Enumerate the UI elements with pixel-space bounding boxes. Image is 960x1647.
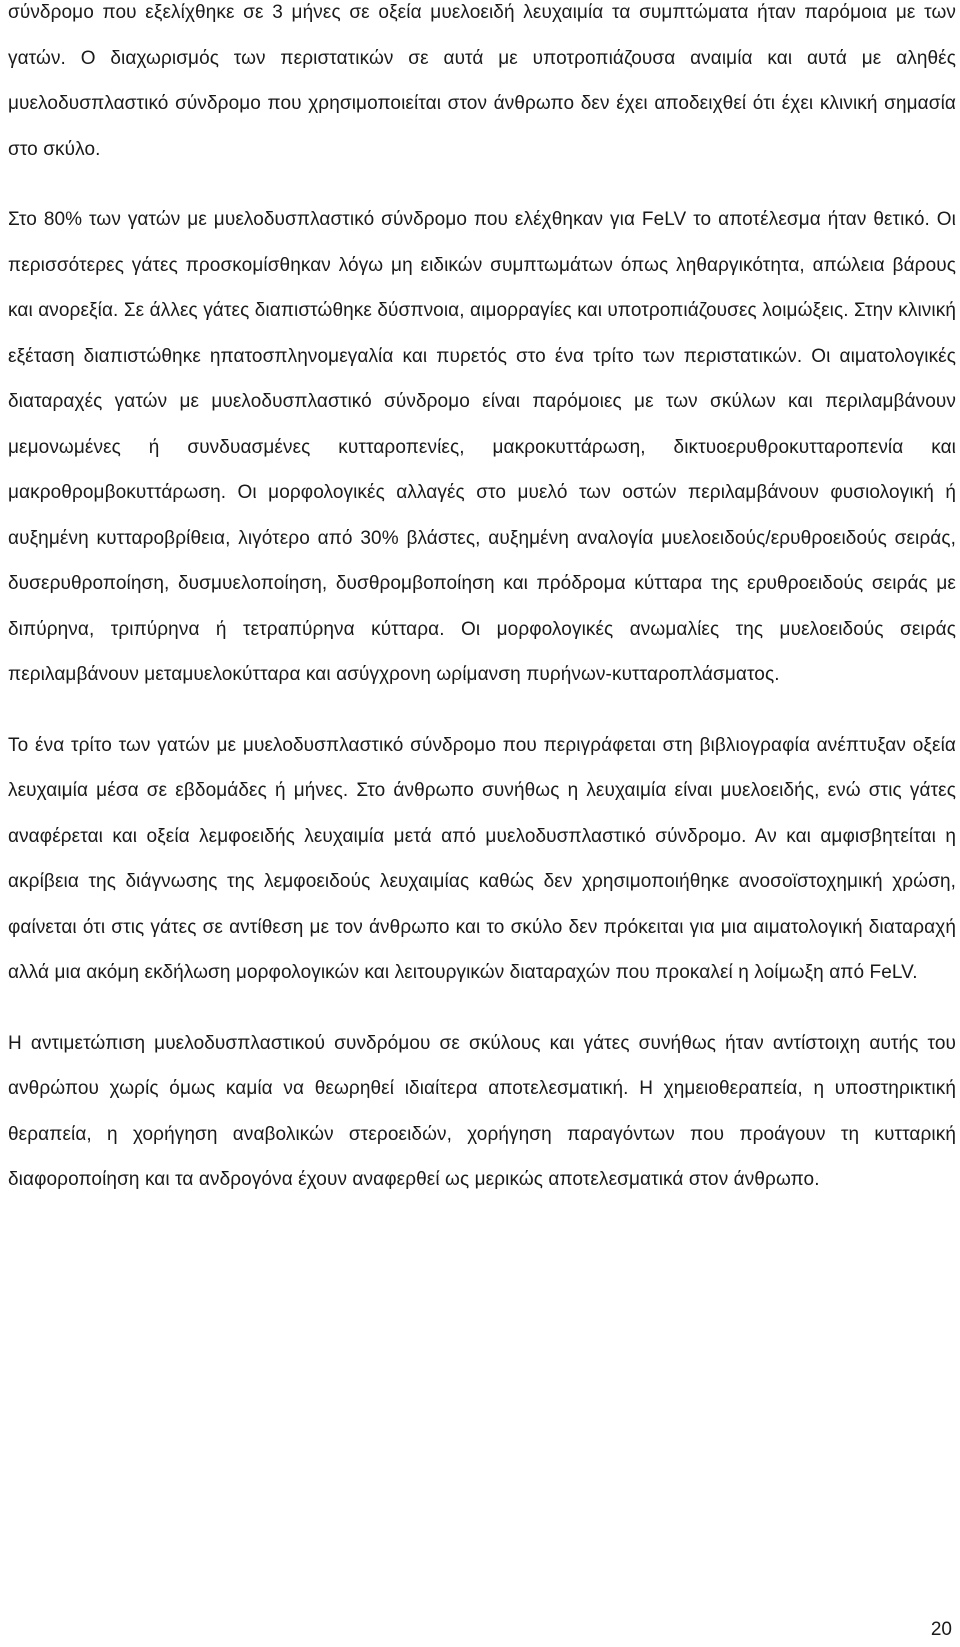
paragraph-mds-dogs: σύνδρομο που εξελίχθηκε σε 3 μήνες σε οξεία μυελοειδή λευχαιμία τα συμπτώματα ήταν παρόμοια με των γατών. Ο διαχωρισμός των περιστατικών σε αυτά με υποτροπιάζουσα αναιμία και αυτά με αληθές μυελοδυσπλαστικό σύνδρομο που χρησιμοποιείται στον άνθρωπο δεν έχει αποδειχθεί ότι έχει κλινική σημασία στο σκύλο. [8, 2, 956, 160]
paragraph-leukemia-progression: Το ένα τρίτο των γατών με μυελοδυσπλαστικό σύνδρομο που περιγράφεται στη βιβλιογραφία ανέπτυξαν οξεία λευχαιμία μέσα σε εβδομάδες ή μήνες. Στο άνθρωπο συνήθως η λευχαιμία είναι μυελοειδής, ενώ στις γάτες αναφέρεται και οξεία λεμφοειδής λευχαιμία μετά από μυελοδυσπλαστικό σύνδρομο. Αν και αμφισβητείται η ακρίβεια της διάγνωσης της λεμφοειδούς λευχαιμίας καθώς δεν χρησιμοποιήθηκε ανοσοϊστοχημική χρώση, φαίνεται ότι στις γάτες σε αντίθεση με τον άνθρωπο και το σκύλο δεν πρόκειται για μια αιματολογική διαταραχή αλλά μια ακόμη εκδήλωση μορφολογικών και λειτουργικών διαταραχών που προκαλεί η λοίμωξη από FeLV. [8, 734, 956, 983]
paragraph-mds-cats: Στο 80% των γατών με μυελοδυσπλαστικό σύνδρομο που ελέχθηκαν για FeLV το αποτέλεσμα ήταν θετικό. Οι περισσότερες γάτες προσκομίσθηκαν λόγω μη ειδικών συμπτωμάτων όπως ληθαργικότητα, απώλεια βάρους και ανορεξία. Σε άλλες γάτες διαπιστώθηκε δύσπνοια, αιμορραγίες και υποτροπιάζουσες λοιμώξεις. Στην κλινική εξέταση διαπιστώθηκε ηπατοσπληνομεγαλία και πυρετός στο ένα τρίτο των περιστατικών. Οι αιματολογικές διαταραχές γατών με μυελοδυσπλαστικό σύνδρομο είναι παρόμοιες με των σκύλων και περιλαμβάνουν μεμονωμένες ή συνδυασμένες κυτταροπενίες, μακροκυττάρωση, δικτυοερυθροκυτταροπενία και μακροθρομβοκυττάρωση. Οι μορφολογικές αλλαγές στο μυελό των οστών περιλαμβάνουν φυσιολογική ή αυξημένη κυτταροβρίθεια, λιγότερο από 30% βλάστες, αυξημένη αναλογία μυελοειδούς/ερυθροειδούς σειράς, δυσερυθροποίηση, δυσμυελοποίηση, δυσθρομβοποίηση και πρόδρομα κύτταρα της ερυθροειδούς σειράς με διπύρηνα, τριπύρηνα ή τετραπύρηνα κύτταρα. Οι μορφολογικές ανωμαλίες της μυελοειδούς σειράς περιλαμβάνουν μεταμυελοκύτταρα και ασύγχρονη ωρίμανση πυρήνων-κυτταροπλάσματος. [8, 209, 956, 685]
paragraph-treatment: Η αντιμετώπιση μυελοδυσπλαστικού συνδρόμου σε σκύλους και γάτες συνήθως ήταν αντίστοιχη αυτής του ανθρώπου χωρίς όμως καμία να θεωρηθεί ιδιαίτερα αποτελεσματική. Η χημειοθεραπεία, η υποστηρικτική θεραπεία, η χορήγηση αναβολικών στεροειδών, χορήγηση παραγόντων που προάγουν τη κυτταρική διαφοροποίηση και τα ανδρογόνα έχουν αναφερθεί ως μερικώς αποτελεσματικά στον άνθρωπο. [8, 1032, 956, 1190]
page-number: 20 [930, 1619, 952, 1640]
document-page [8, 0, 956, 1203]
